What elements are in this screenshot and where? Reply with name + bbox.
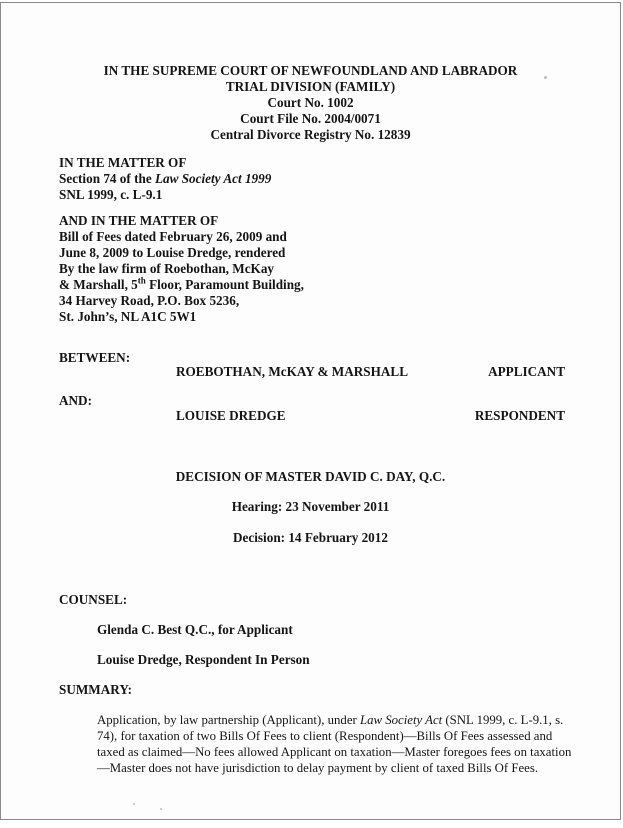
matter-1-line-2: SNL 1999, c. L-9.1: [59, 187, 163, 202]
decision-title: DECISION OF MASTER DAVID C. DAY, Q.C.: [175, 469, 446, 484]
matter-1-line-1: Section 74 of the Law Society Act 1999: [59, 171, 272, 186]
hearing-date: Hearing: 23 November 2011: [231, 499, 390, 514]
law-society-act-title: Law Society Act 1999: [154, 171, 272, 186]
scan-speck: [133, 803, 135, 805]
case-header: [1, 63, 620, 143]
court-name: IN THE SUPREME COURT OF NEWFOUNDLAND AND LABRADOR: [103, 63, 518, 78]
document-page: [0, 2, 621, 820]
applicant-role: APPLICANT: [488, 364, 565, 379]
summary-act-title: Law Society Act: [359, 713, 443, 727]
applicant-name: ROEBOTHAN, McKAY & MARSHALL: [176, 364, 409, 379]
counsel-heading: COUNSEL:: [59, 592, 128, 607]
scan-speck: [160, 808, 162, 810]
division-name: TRIAL DIVISION (FAMILY): [225, 79, 396, 94]
court-file-number: Court File No. 2004/0071: [240, 111, 381, 126]
decision-date: Decision: 14 February 2012: [233, 530, 388, 545]
respondent-name: LOUISE DREDGE: [176, 408, 286, 423]
matter-section-2: [59, 213, 304, 325]
court-number: Court No. 1002: [267, 95, 354, 110]
counsel-respondent: Louise Dredge, Respondent In Person: [97, 652, 310, 667]
matter-2-line-5: 34 Harvey Road, P.O. Box 5236,: [59, 293, 240, 308]
summary-heading: SUMMARY:: [59, 682, 133, 697]
matter-heading-2: AND IN THE MATTER OF: [59, 213, 219, 228]
matter-heading-1: IN THE MATTER OF: [59, 155, 187, 170]
matter-2-line-6: St. John’s, NL A1C 5W1: [59, 309, 197, 324]
between-label: BETWEEN:: [59, 350, 131, 365]
matter-2-line-2: June 8, 2009 to Louise Dredge, rendered: [59, 245, 286, 260]
respondent-role: RESPONDENT: [474, 408, 565, 423]
scan-speck: [544, 76, 547, 79]
matter-2-line-1: Bill of Fees dated February 26, 2009 and: [59, 229, 287, 244]
summary-text: Application, by law partnership (Applicant), under Law Society Act (SNL 1999, c. L-9.1, s. 74), for taxation of two Bills Of Fees to client (Respondent)—Bills Of Fees assessed and taxed as claimed—No fees allowed Applicant on taxation—Master foregoes fees on taxation—Master does not have jurisdiction to delay payment by client of taxed Bills Of Fees.: [97, 713, 572, 775]
matter-section-1: [59, 155, 271, 203]
matter-2-line-4: & Marshall, 5th Floor, Paramount Building,: [59, 275, 304, 292]
registry-number: Central Divorce Registry No. 12839: [210, 127, 411, 142]
and-label: AND:: [59, 393, 92, 408]
matter-2-line-3: By the law firm of Roebothan, McKay: [59, 261, 275, 276]
counsel-applicant: Glenda C. Best Q.C., for Applicant: [97, 622, 293, 637]
